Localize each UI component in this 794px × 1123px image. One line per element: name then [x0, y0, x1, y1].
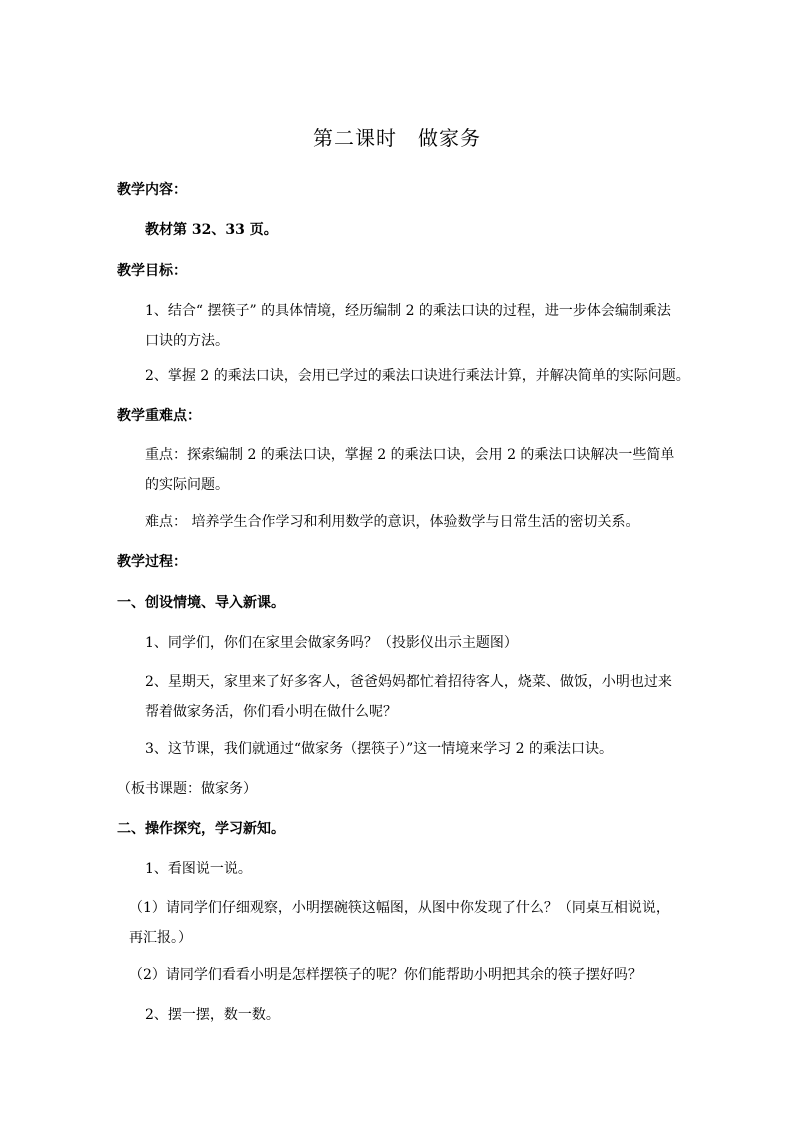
board-title: （板书课题：做家务） — [117, 781, 257, 797]
part1-item-2: 2、星期天，家里来了好多客人，爸爸妈妈都忙着招待客人，烧菜、做饭，小明也过来帮着做家务活，你们看小明在做什么呢？ — [145, 674, 672, 720]
part2-item-1b: （2）请同学们看看小明是怎样摆筷子的呢？你们能帮助小明把其余的筷子摆好吗？ — [129, 967, 642, 983]
part2-item-2: 2、摆一摆，数一数。 — [145, 1007, 280, 1023]
content-heading: 教学内容： — [117, 182, 187, 198]
part1-item-3: 3、这节课，我们就通过“做家务（摆筷子）”这一情境来学习 2 的乘法口诀。 — [145, 741, 614, 757]
part1-item-1: 1、同学们，你们在家里会做家务吗？（投影仪出示主题图） — [145, 635, 518, 651]
difficult-point: 难点： 培养学生合作学习和利用数学的意识，体验数学与日常生活的密切关系。 — [145, 514, 640, 530]
part1-heading: 一、创设情境、导入新课。 — [117, 595, 285, 611]
goal-2: 2、掌握 2 的乘法口诀，会用已学过的乘法口诀进行乘法计算，并解决简单的实际问题。 — [145, 368, 690, 384]
part2-item-1a: （1）请同学们仔细观察，小明摆碗筷这幅图，从图中你发现了什么？（同桌互相说说，再汇报。） — [129, 900, 670, 946]
part2-heading: 二、操作探究，学习新知。 — [117, 821, 285, 837]
goals-heading: 教学目标： — [117, 263, 187, 279]
page-title: 第二课时 做家务 — [313, 126, 481, 150]
key-point: 重点：探索编制 2 的乘法口诀，掌握 2 的乘法口诀，会用 2 的乘法口诀解决一些简单的实际问题。 — [145, 447, 675, 493]
process-heading: 教学过程： — [117, 554, 187, 570]
goal-1: 1、结合“ 摆筷子” 的具体情境，经历编制 2 的乘法口诀的过程，进一步体会编制乘法口诀的方法。 — [145, 303, 671, 349]
content-text: 教材第 32、33 页。 — [145, 222, 278, 238]
key-heading: 教学重难点： — [117, 408, 201, 424]
part2-item-1: 1、看图说一说。 — [145, 861, 252, 877]
